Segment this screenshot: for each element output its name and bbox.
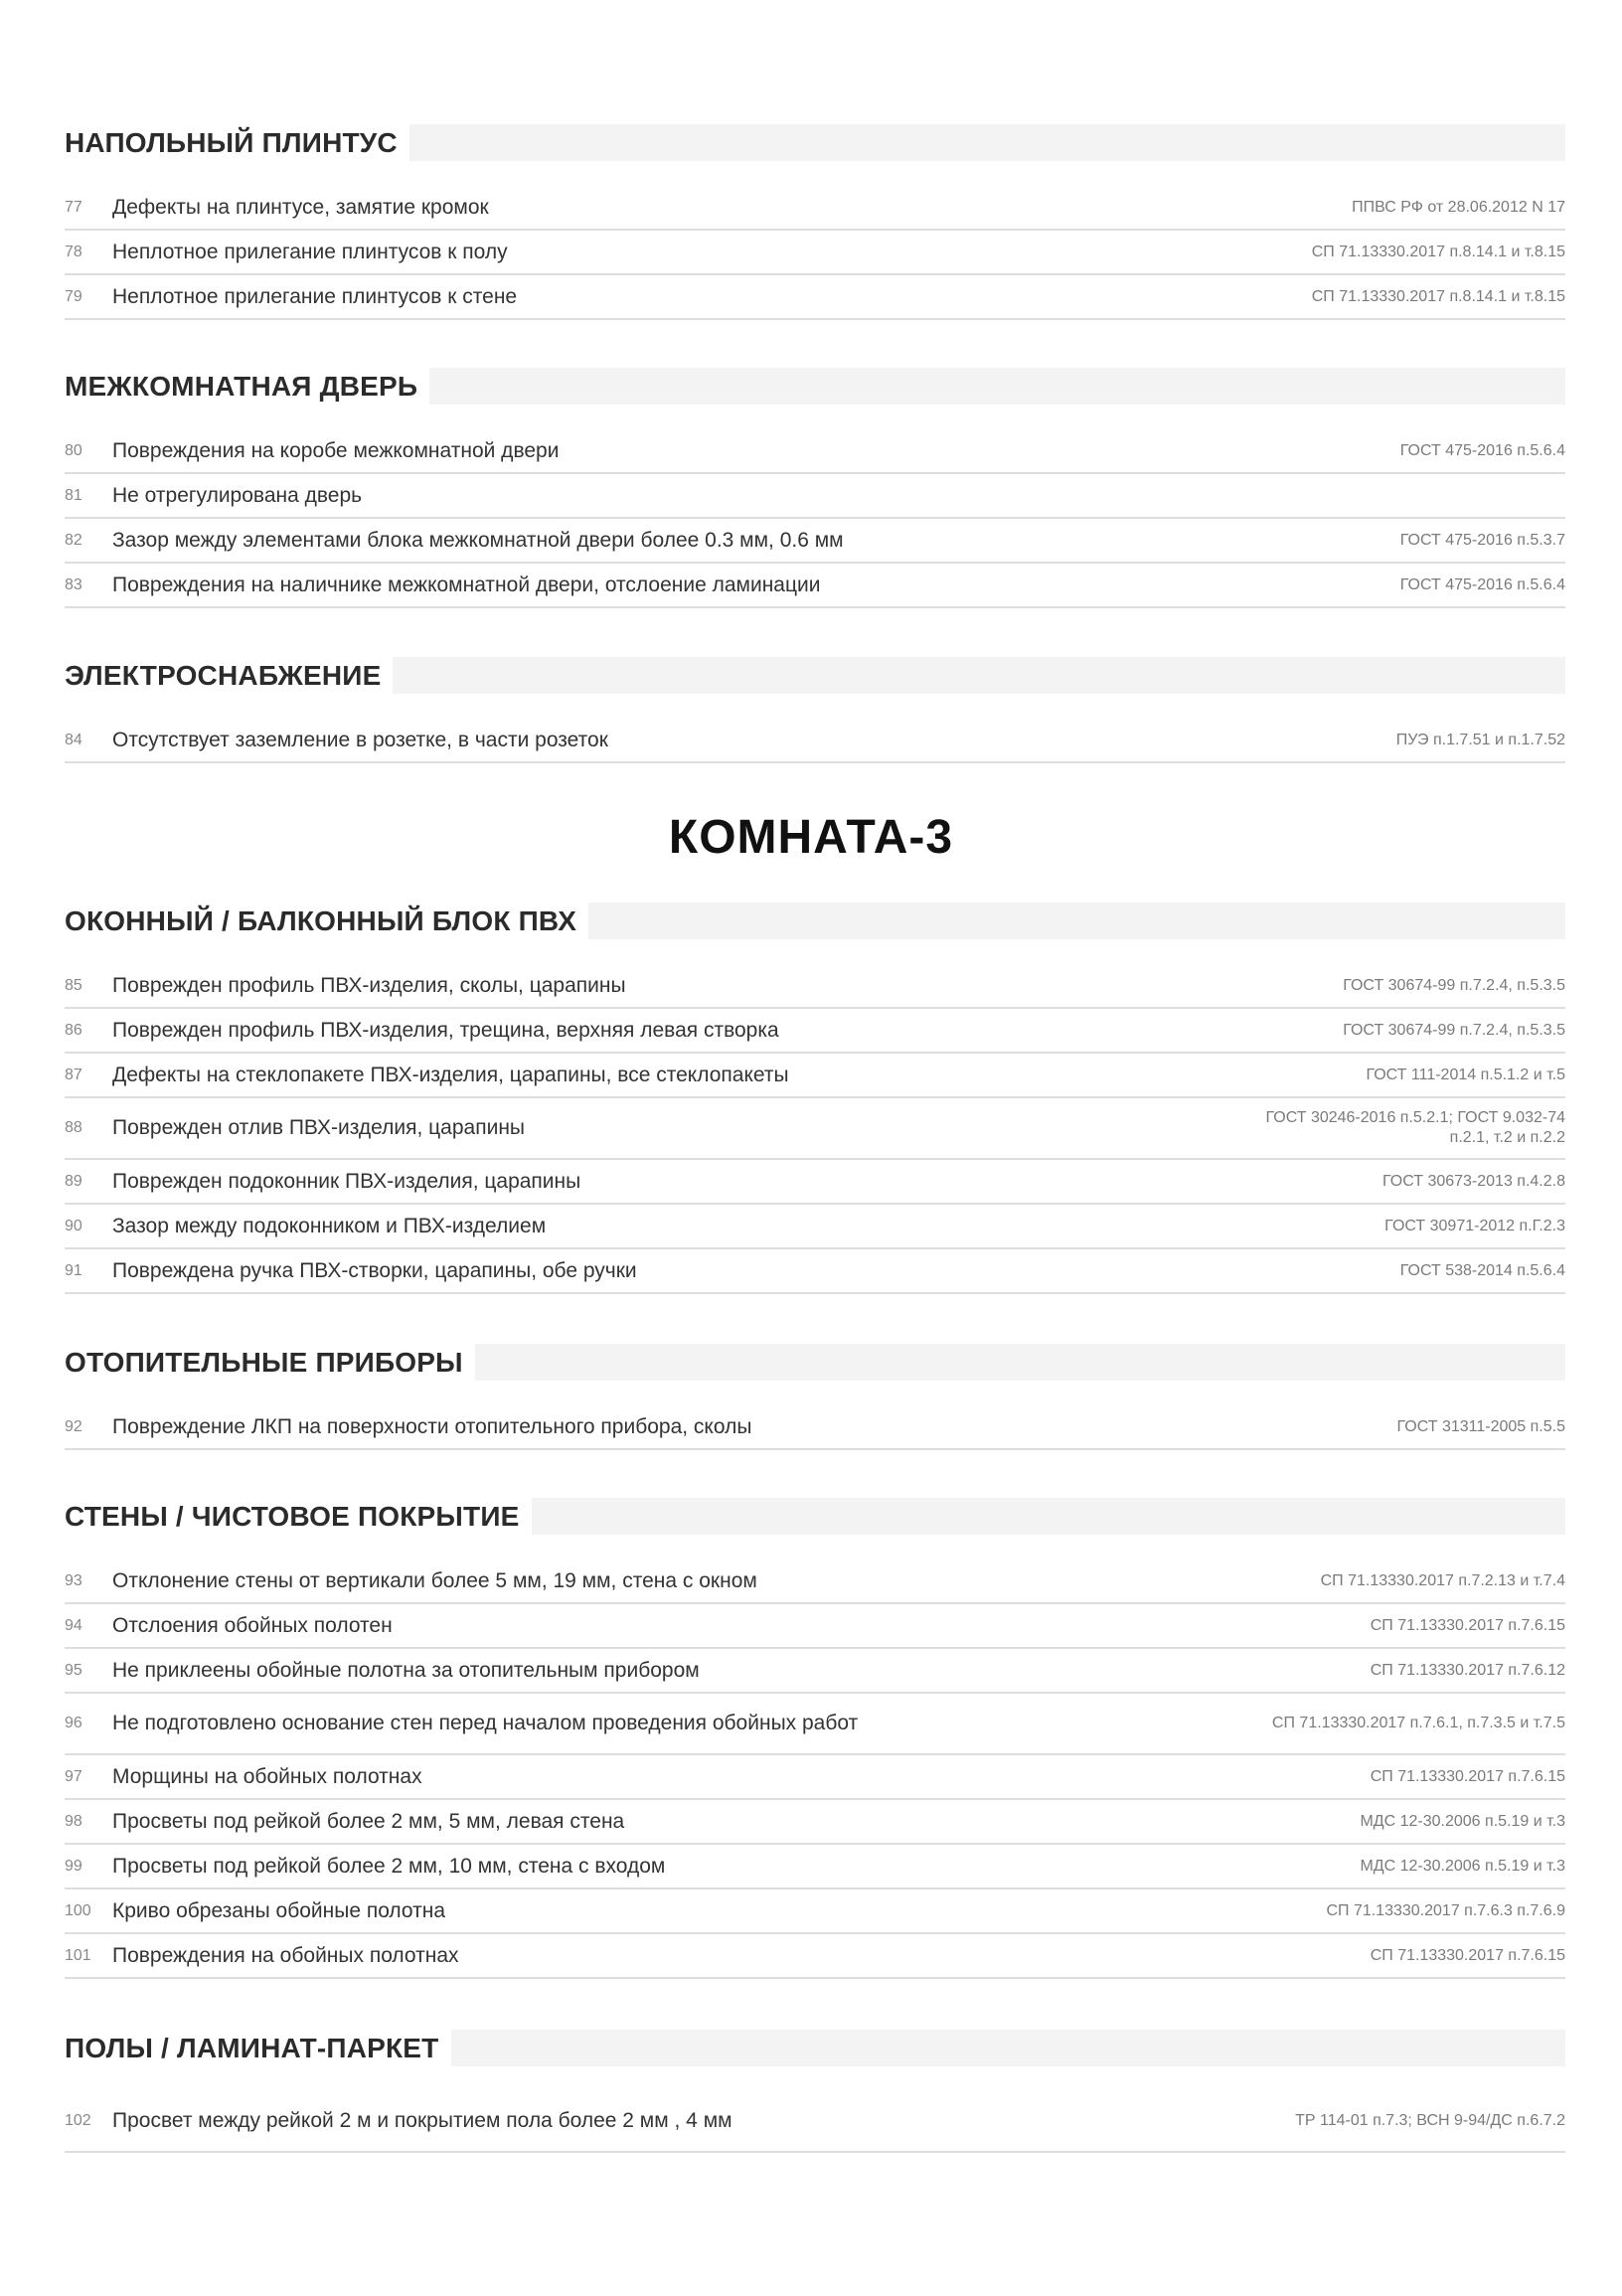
row-description: Поврежден подоконник ПВХ-изделия, царапины xyxy=(112,1169,581,1193)
row-number: 93 xyxy=(65,1571,82,1589)
section-title: ОТОПИТЕЛЬНЫЕ ПРИБОРЫ xyxy=(65,1344,475,1381)
row-number: 98 xyxy=(65,1812,82,1830)
row-description: Не приклеены обойные полотна за отопительным прибором xyxy=(112,1658,700,1682)
row-reference: МДС 12-30.2006 п.5.19 и т.3 xyxy=(1360,1857,1565,1875)
defect-row xyxy=(65,1800,1565,1845)
row-description: Зазор между элементами блока межкомнатной двери более 0.3 мм, 0.6 мм xyxy=(112,528,844,552)
row-number: 99 xyxy=(65,1857,82,1875)
section-title: НАПОЛЬНЫЙ ПЛИНТУС xyxy=(65,124,409,161)
row-reference: ГОСТ 31311-2005 п.5.5 xyxy=(1396,1417,1565,1435)
row-description: Отклонение стены от вертикали более 5 мм, 19 мм, стена с окном xyxy=(112,1568,757,1592)
row-reference: СП 71.13330.2017 п.7.6.15 xyxy=(1370,1767,1565,1785)
row-number: 102 xyxy=(65,2112,91,2129)
row-number: 81 xyxy=(65,486,82,504)
section-header xyxy=(65,1498,1565,1535)
defect-row xyxy=(65,2091,1565,2153)
section-header xyxy=(65,1344,1565,1381)
row-number: 85 xyxy=(65,976,82,994)
row-description: Повреждение ЛКП на поверхности отопительного прибора, сколы xyxy=(112,1414,752,1438)
row-reference: ГОСТ 475-2016 п.5.3.7 xyxy=(1399,531,1565,549)
section-walls-finish xyxy=(65,1498,1565,1979)
defect-row xyxy=(65,519,1565,564)
defect-row xyxy=(65,1054,1565,1098)
row-description: Не отрегулирована дверь xyxy=(112,483,363,507)
defect-row xyxy=(65,1755,1565,1800)
defect-row xyxy=(65,275,1565,320)
row-reference: СП 71.13330.2017 п.7.6.3 п.7.6.9 xyxy=(1326,1901,1565,1919)
row-reference: СП 71.13330.2017 п.7.2.13 и т.7.4 xyxy=(1320,1571,1565,1589)
section-floor-skirting xyxy=(65,124,1565,320)
row-reference: ГОСТ 538-2014 п.5.6.4 xyxy=(1399,1261,1565,1279)
row-reference: СП 71.13330.2017 п.7.6.12 xyxy=(1370,1661,1565,1679)
defect-row xyxy=(65,1649,1565,1694)
row-number: 96 xyxy=(65,1715,82,1731)
defect-list xyxy=(65,186,1565,320)
row-description: Поврежден профиль ПВХ-изделия, сколы, царапины xyxy=(112,973,626,997)
defect-row xyxy=(65,1405,1565,1450)
row-number: 90 xyxy=(65,1217,82,1234)
row-description: Просвет между рейкой 2 м и покрытием пола более 2 мм , 4 мм xyxy=(112,2109,732,2132)
section-floors-laminate xyxy=(65,2030,1565,2153)
row-number: 82 xyxy=(65,531,82,549)
row-description: Повреждена ручка ПВХ-створки, царапины, обе ручки xyxy=(112,1258,637,1282)
defect-row xyxy=(65,1604,1565,1649)
section-title: ЭЛЕКТРОСНАБЖЕНИЕ xyxy=(65,657,393,694)
row-description: Повреждения на наличнике межкомнатной двери, отслоение ламинации xyxy=(112,573,821,596)
section-heating-devices xyxy=(65,1344,1565,1450)
row-reference: ГОСТ 111-2014 п.5.1.2 и т.5 xyxy=(1366,1066,1565,1083)
row-description: Повреждения на обойных полотнах xyxy=(112,1943,459,1967)
row-description: Поврежден отлив ПВХ-изделия, царапины xyxy=(112,1116,526,1139)
defect-row xyxy=(65,1009,1565,1054)
defect-row xyxy=(65,186,1565,231)
row-number: 79 xyxy=(65,287,82,305)
defect-list xyxy=(65,964,1565,1294)
section-title: СТЕНЫ / ЧИСТОВОЕ ПОКРЫТИЕ xyxy=(65,1498,532,1535)
section-header xyxy=(65,902,1565,939)
row-number: 88 xyxy=(65,1119,82,1136)
defect-row xyxy=(65,1098,1565,1160)
defect-list xyxy=(65,429,1565,608)
defect-row xyxy=(65,1694,1565,1755)
row-description: Неплотное прилегание плинтусов к полу xyxy=(112,240,508,263)
row-number: 101 xyxy=(65,1946,91,1964)
defect-list xyxy=(65,719,1565,763)
defect-list xyxy=(65,1405,1565,1450)
row-description: Просветы под рейкой более 2 мм, 10 мм, стена с входом xyxy=(112,1854,666,1878)
row-reference: ГОСТ 475-2016 п.5.6.4 xyxy=(1399,441,1565,459)
defect-row xyxy=(65,429,1565,474)
row-description: Неплотное прилегание плинтусов к стене xyxy=(112,284,518,308)
room-title: КОМНАТА-3 xyxy=(668,811,954,864)
row-reference: ГОСТ 30674-99 п.7.2.4, п.5.3.5 xyxy=(1343,976,1565,994)
row-number: 78 xyxy=(65,243,82,260)
row-reference: СП 71.13330.2017 п.8.14.1 и т.8.15 xyxy=(1311,287,1565,305)
defect-row xyxy=(65,1845,1565,1889)
defect-row xyxy=(65,1559,1565,1604)
defect-row xyxy=(65,474,1565,519)
row-number: 77 xyxy=(65,198,82,216)
section-title: ОКОННЫЙ / БАЛКОННЫЙ БЛОК ПВХ xyxy=(65,902,588,939)
row-number: 92 xyxy=(65,1417,82,1435)
row-reference: ГОСТ 30246-2016 п.5.2.1; ГОСТ 9.032-74 п.2.1, т.2 и п.2.2 xyxy=(1265,1109,1565,1146)
row-number: 80 xyxy=(65,441,82,459)
row-description: Зазор между подоконником и ПВХ-изделием xyxy=(112,1214,547,1237)
row-reference xyxy=(1237,474,1565,517)
row-number: 94 xyxy=(65,1616,82,1634)
row-description: Дефекты на стеклопакете ПВХ-изделия, царапины, все стеклопакеты xyxy=(112,1063,789,1086)
row-description: Повреждения на коробе межкомнатной двери xyxy=(112,438,560,462)
section-header xyxy=(65,2030,1565,2066)
row-reference: ГОСТ 30674-99 п.7.2.4, п.5.3.5 xyxy=(1343,1021,1565,1039)
section-pvc-window xyxy=(65,902,1565,1294)
section-power-supply xyxy=(65,657,1565,763)
defect-row xyxy=(65,1934,1565,1979)
defect-row xyxy=(65,1249,1565,1294)
row-description: Криво обрезаны обойные полотна xyxy=(112,1898,446,1922)
section-header xyxy=(65,368,1565,405)
row-number: 100 xyxy=(65,1901,91,1919)
row-description: Дефекты на плинтусе, замятие кромок xyxy=(112,195,489,219)
defect-row xyxy=(65,1889,1565,1934)
defect-row xyxy=(65,564,1565,608)
defect-row xyxy=(65,231,1565,275)
row-description: Отсутствует заземление в розетке, в части розеток xyxy=(112,728,608,751)
section-title: МЕЖКОМНАТНАЯ ДВЕРЬ xyxy=(65,368,429,405)
defect-list xyxy=(65,2091,1565,2153)
defect-row xyxy=(65,719,1565,763)
row-reference: ГОСТ 30673-2013 п.4.2.8 xyxy=(1381,1172,1565,1190)
row-reference: ТР 114-01 п.7.3; ВСН 9-94/ДС п.6.7.2 xyxy=(1295,2112,1565,2129)
row-number: 84 xyxy=(65,731,82,748)
row-reference: МДС 12-30.2006 п.5.19 и т.3 xyxy=(1360,1812,1565,1830)
row-number: 89 xyxy=(65,1172,82,1190)
row-reference: СП 71.13330.2017 п.7.6.1, п.7.3.5 и т.7.5 xyxy=(1271,1715,1565,1731)
row-description: Не подготовлено основание стен перед началом проведения обойных работ xyxy=(112,1712,859,1734)
row-reference: ГОСТ 475-2016 п.5.6.4 xyxy=(1399,575,1565,593)
section-title: ПОЛЫ / ЛАМИНАТ-ПАРКЕТ xyxy=(65,2030,451,2066)
section-interior-door xyxy=(65,368,1565,608)
row-number: 87 xyxy=(65,1066,82,1083)
row-description: Морщины на обойных полотнах xyxy=(112,1764,422,1788)
defect-list xyxy=(65,1559,1565,1979)
defect-row xyxy=(65,1160,1565,1205)
row-number: 86 xyxy=(65,1021,82,1039)
row-number: 97 xyxy=(65,1767,82,1785)
row-reference: ПУЭ п.1.7.51 и п.1.7.52 xyxy=(1395,731,1565,748)
section-header xyxy=(65,124,1565,161)
defect-row xyxy=(65,964,1565,1009)
row-reference: ГОСТ 30971-2012 п.Г.2.3 xyxy=(1384,1217,1565,1234)
row-reference: СП 71.13330.2017 п.8.14.1 и т.8.15 xyxy=(1311,243,1565,260)
section-header xyxy=(65,657,1565,694)
row-number: 95 xyxy=(65,1661,82,1679)
row-reference: ППВС РФ от 28.06.2012 N 17 xyxy=(1352,198,1565,216)
row-number: 91 xyxy=(65,1261,82,1279)
defect-row xyxy=(65,1205,1565,1249)
row-description: Отслоения обойных полотен xyxy=(112,1613,393,1637)
row-description: Поврежден профиль ПВХ-изделия, трещина, верхняя левая створка xyxy=(112,1018,779,1042)
row-reference: СП 71.13330.2017 п.7.6.15 xyxy=(1370,1616,1565,1634)
row-number: 83 xyxy=(65,575,82,593)
row-reference: СП 71.13330.2017 п.7.6.15 xyxy=(1370,1946,1565,1964)
row-description: Просветы под рейкой более 2 мм, 5 мм, левая стена xyxy=(112,1809,625,1833)
